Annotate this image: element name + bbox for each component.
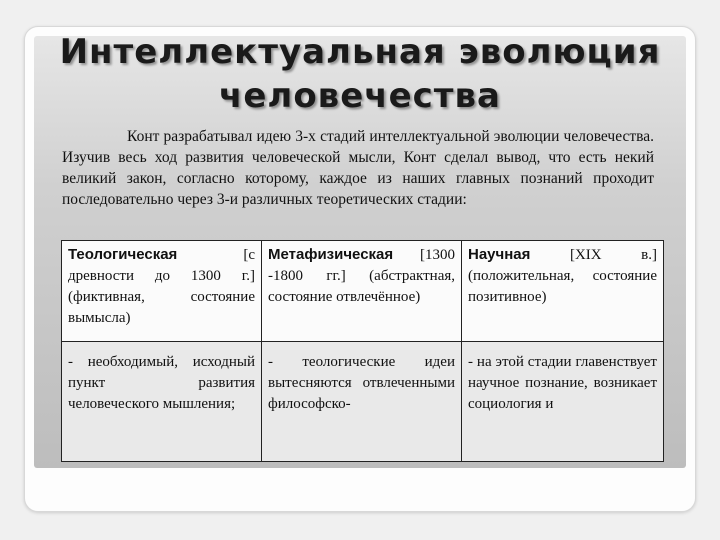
stage-term: Метафизическая [268, 246, 394, 263]
title-line-2: человечества [219, 76, 501, 116]
stage-theological-cell [62, 241, 262, 342]
stage-term: Теологическая [68, 246, 178, 263]
stage-description: [1300 -1800 гг.] (абстрактная, состояние отвлечённое) [268, 247, 455, 305]
intro-paragraph: Конт разрабатывал идею 3-х стадий интеллектуальной эволюции человечества. Изучив весь ход развития человеческой мысли, Конт сделал вывод, что есть некий великий закон, согласно которому, каждое из наших главных познаний проходит последовательно через 3-и различных теоретических стадии: [62, 128, 654, 208]
stage-description: [с древности до 1300 г.] (фиктивная, состояние вымысла) [68, 247, 255, 326]
table-row [62, 241, 664, 342]
stage-detail-cell: - необходимый, исходный пункт развития человеческого мышления; [62, 342, 262, 462]
title-line-1: Интеллектуальная эволюция [59, 32, 661, 72]
stage-term: Научная [468, 246, 531, 263]
slide-title [34, 30, 686, 118]
table-row [62, 342, 664, 462]
stage-detail-cell: - теологические идеи вытесняются отвлеченными философско- [262, 342, 462, 462]
stage-scientific-cell [462, 241, 664, 342]
stage-metaphysical-cell [262, 241, 462, 342]
stage-detail-cell: - на этой стадии главенствует научное познание, возникает социология и [462, 342, 664, 462]
stages-table [61, 240, 664, 462]
stage-description: [XIX в.] (положительная, состояние позитивное) [468, 247, 657, 305]
